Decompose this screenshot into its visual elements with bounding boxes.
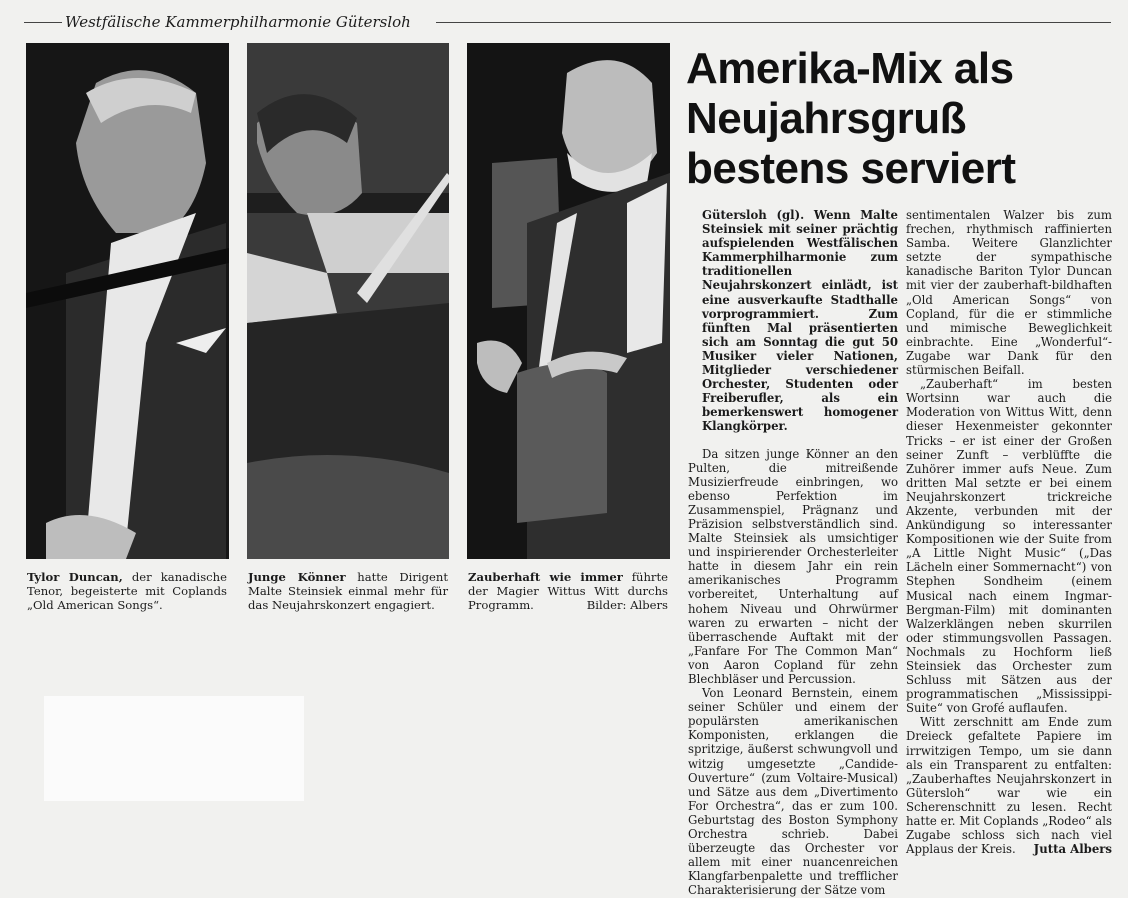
article-paragraph: sentimentalen Walzer bis zum frechen, rhythmisch raffinierten Samba. Weitere Glanzlichter setzte der sympathische kanadische Bariton Tylor Duncan mit vier der zauberhaft-bildhaften „Old American Songs“ von Copland, für die er stimmliche und mimische Beweglichkeit einbrachte. Eine „Wonderful“-Zugabe war Dank für den stürmischen Beifall. [906,208,1112,378]
caption-tylor-duncan [27,570,227,612]
caption-text: führte der Magier Wittus Witt durchs Programm. [468,570,668,612]
headline-line-3: bestens serviert [686,144,1016,193]
photo-wittus-witt [467,43,670,559]
photo-violinist [247,43,449,559]
headline [686,44,1126,194]
caption-zauberhaft [468,570,668,612]
kicker-label: Westfälische Kammerphilharmonie Gütersloh [65,13,411,31]
caption-bold: Tylor Duncan, [27,570,123,584]
photo-violinist-image [247,43,449,559]
article-paragraph: „Zauberhaft“ im besten Wortsinn war auch die Moderation von Wittus Witt, denn dieser Hexenmeister gekonnter Tricks – er ist einer der Großen seiner Zunft – verblüffte die Zuhörer immer aufs Neue. Zum dritten Mal setzte er bei einem Neujahrskonzert trickreiche Akzente, verbunden mit der Ankündigung so interessanter Kompositionen wie der Suite from „A Little Night Music“ („Das Lächeln einer Sommernacht“) von Stephen Sondheim (einem Musical nach einem Ingmar-Bergman-Film) mit dominanten Walzerklängen neben skurrilen oder stimmungsvollen Passagen. Nochmals zu Hochform ließ Steinsiek das Orchester zum Schluss mit Sätzen aus der programmatischen „Mississippi-Suite“ von Grofé auflaufen. [906,377,1112,716]
headline-line-2: Neujahrsgruß [686,94,967,143]
byline: Jutta Albers [1033,842,1112,857]
kicker-rule-right [436,22,1111,23]
photo-tylor-duncan-image [26,43,229,559]
caption-bold: Junge Könner [248,570,346,584]
photo-wittus-witt-image [467,43,670,559]
article-paragraph: Da sitzen junge Könner an den Pulten, die mitreißende Musizierfreude einbringen, wo ebenso Perfektion im Zusammenspiel, Prägnanz und Präzision selbstverständlich sind. Malte Steinsiek als umsichtiger und inspirierender Orchesterleiter hatte in diesem Jahr ein rein amerikanisches Programm vorbereitet, Unterhaltung auf hohem Niveau und Ohrwürmer waren zu erwarten – nicht der überraschende Auftakt mit der „Fanfare For The Common Man“ von Aaron Copland für zehn Blechbläser und Percussion. [688,446,898,686]
article-paragraph [906,715,1112,856]
article-lead: Gütersloh (gl). Wenn Malte Steinsiek mit seiner prächtig aufspielenden Westfälischen Kammerphilharmonie zum traditionellen Neujahrskonzert einlädt, ist eine ausverkaufte Stadthalle vorprogrammiert. Zum fünften Mal präsentierten sich am Sonntag die gut 50 Musiker vieler Nationen, Mitglieder verschiedener Orchester, Studenten oder Freiberufler, als ein bemerkenswert homogener Klangkörper. [702,208,898,434]
caption-junge-koenner [248,570,448,612]
article-paragraph: Von Leonard Bernstein, einem seiner Schüler und einem der populärsten amerikanischen Komponisten, erklangen die spritzige, äußerst schwungvoll und witzig umgesetzte „Candide-Ouverture“ (zum Voltaire-Musical) und Sätze aus dem „Divertimento For Orchestra“, das er zum 100. Geburtstag des Boston Symphony Orchestra schrieb. Dabei überzeugte das Orchester vor allem mit einer nuancenreichen Klangfarbenpalette und trefflicher Charakterisierung der Sätze vom [688,686,898,898]
article-column-1 [688,208,898,898]
caption-text: hatte Dirigent Malte Steinsiek einmal mehr für das Neujahrskonzert engagiert. [248,570,449,612]
caption-bold: Zauberhaft wie immer [468,570,623,584]
article-paragraph-text: Witt zerschnitt am Ende zum Dreieck gefaltete Papiere im irrwitzigen Tempo, um sie dann als ein Transparent zu entfalten: „Zauberhaftes Neujahrskonzert in Gütersloh“ war wie ein Scherenschnitt zu lesen. Recht hatte er. Mit Coplands „Rodeo“ als Zugabe schloss sich nach viel Applaus der Kreis. [906,715,1112,857]
photo-credit: Bilder: Albers [586,598,668,612]
photo-tylor-duncan [26,43,229,559]
caption-text: der kanadische Tenor, begeisterte mit Coplands „Old American Songs“. [27,570,227,612]
headline-line-1: Amerika-Mix als [686,44,1014,93]
kicker-rule-left [24,22,62,23]
article-column-2 [906,208,1112,856]
blank-area [44,696,304,801]
